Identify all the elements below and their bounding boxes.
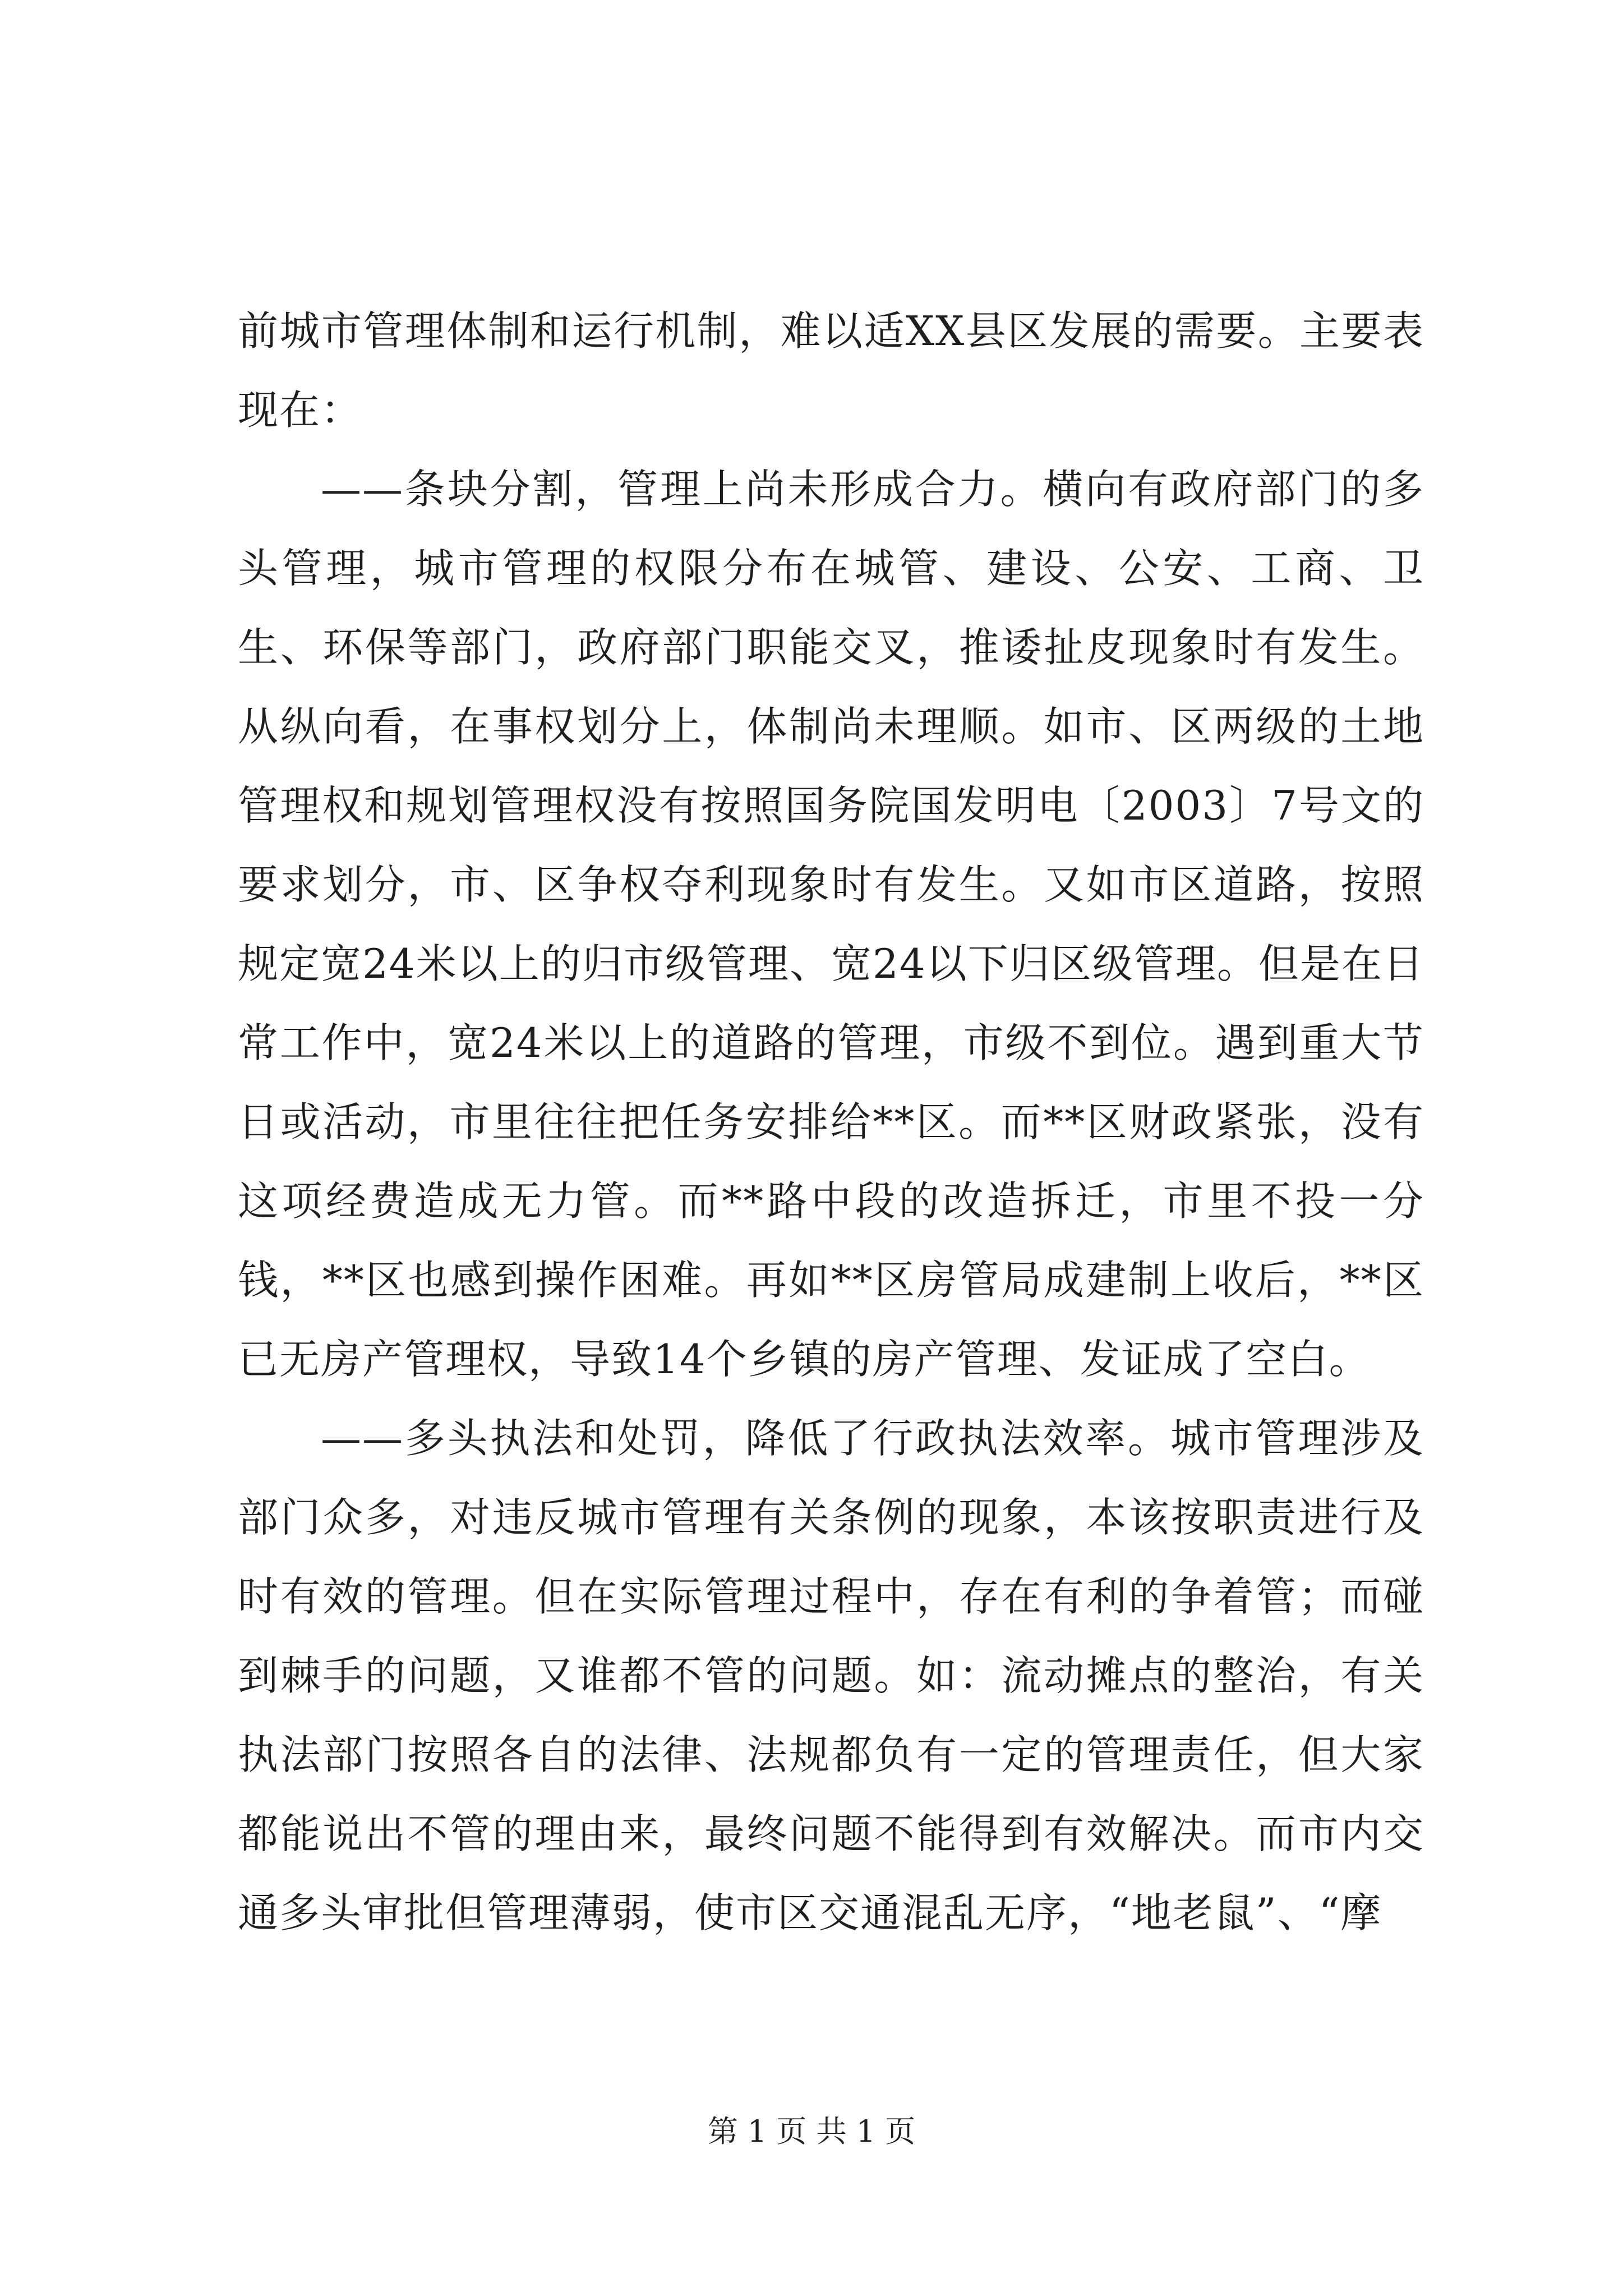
paragraph-block-division: ——条块分割，管理上尚未形成合力。横向有政府部门的多头管理，城市管理的权限分布在城管、建设、公安、工商、卫生、环保等部门，政府部门职能交叉，推诿扯皮现象时有发生。从纵向看，在事权划分上，体制尚未理顺。如市、区两级的土地管理权和规划管理权没有按照国务院国发明电〔2003〕7号文的要求划分，市、区争权夺利现象时有发生。又如市区道路，按照规定宽24米以上的归市级管理、宽24以下归区级管理。但是在日常工作中，宽24米以上的道路的管理，市级不到位。遇到重大节日或活动，市里往往把任务安排给**区。而**区财政紧张，没有这项经费造成无力管。而**路中段的改造拆迁，市里不投一分钱，**区也感到操作困难。再如**区房管局成建制上收后，**区已无房产管理权，导致14个乡镇的房产管理、发证成了空白。 (238, 466, 1424, 1383)
paragraph-multi-enforcement: ——多头执法和处罚，降低了行政执法效率。城市管理涉及部门众多，对违反城市管理有关条例的现象，本该按职责进行及时有效的管理。但在实际管理过程中，存在有利的争着管；而碰到棘手的问题，又谁都不管的问题。如：流动摊点的整治，有关执法部门按照各自的法律、法规都负有一定的管理责任，但大家都能说出不管的理由来，最终问题不能得到有效解决。而市内交通多头审批但管理薄弱，使市区交通混乱无序，“地老鼠”、“摩 (238, 1415, 1424, 1936)
page-footer: 第 1 页 共 1 页 (707, 2114, 916, 2149)
document-body (238, 292, 1424, 1953)
paragraph-continued: 前城市管理体制和运行机制，难以适XX县区发展的需要。主要表现在： (238, 307, 1424, 434)
